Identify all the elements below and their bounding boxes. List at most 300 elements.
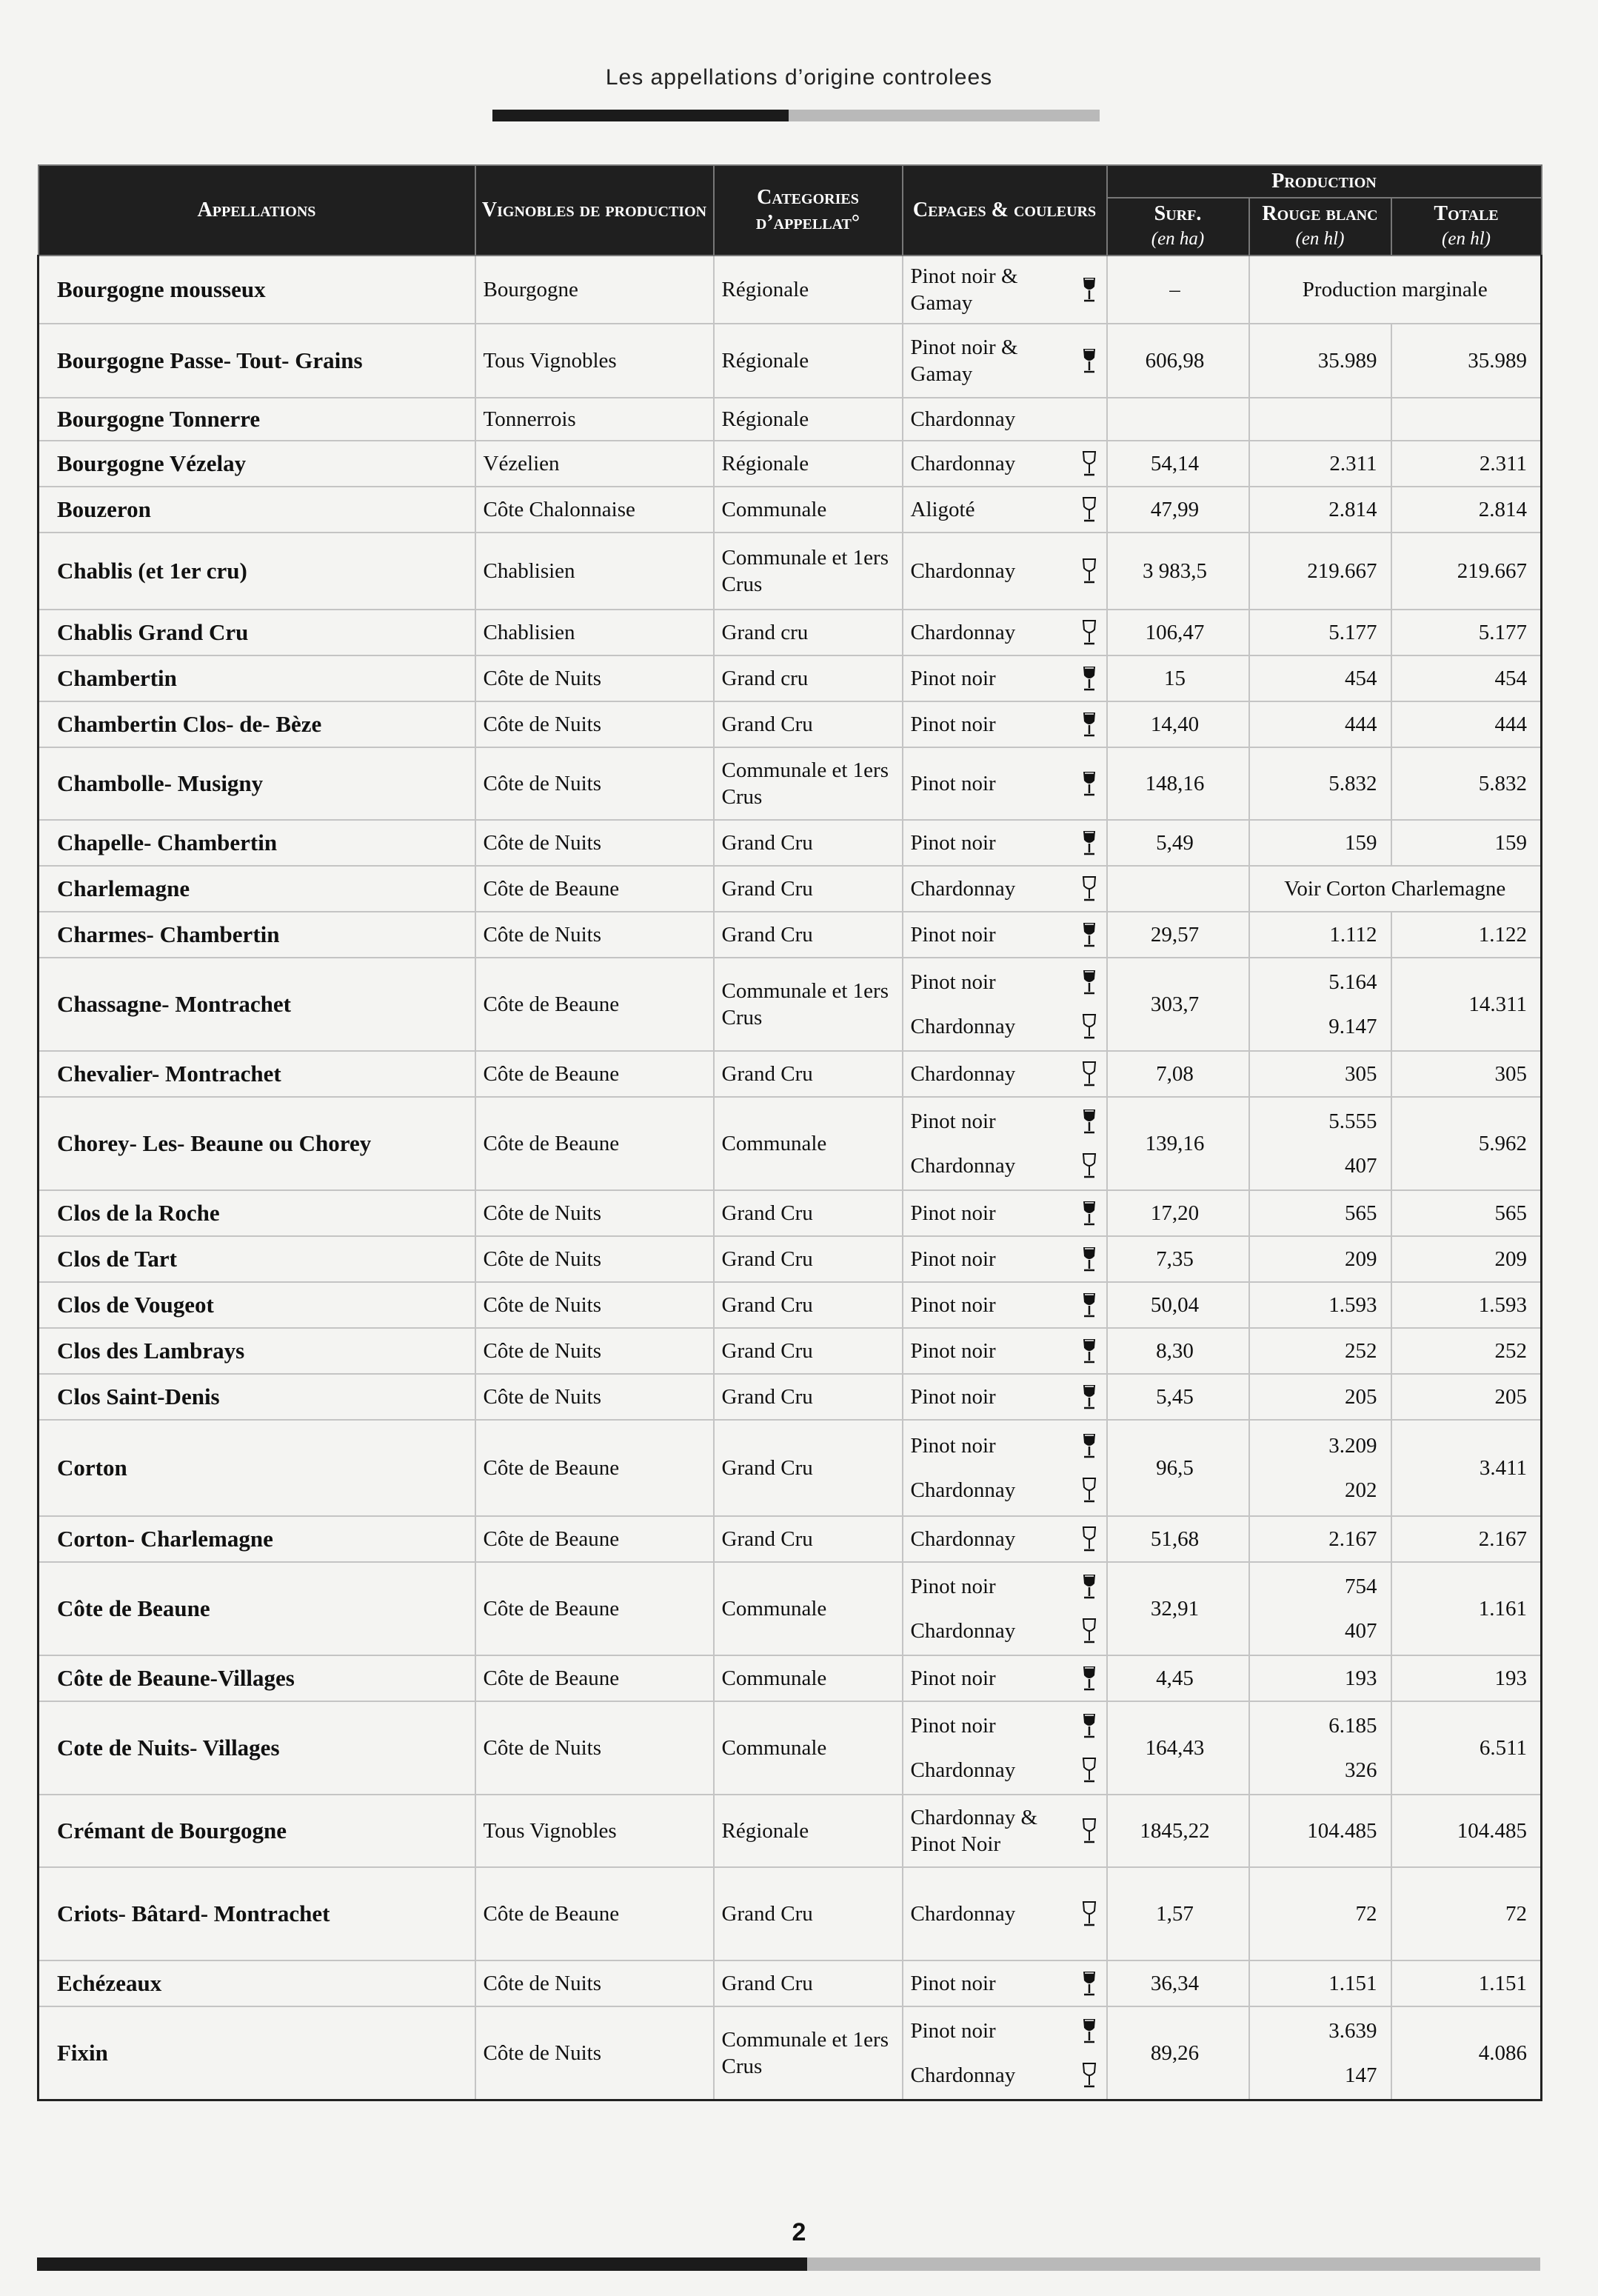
table-row — [39, 1867, 1542, 1960]
production-value: 565 — [1345, 1201, 1377, 1225]
cepage-label: Pinot noir — [910, 970, 996, 994]
production-value: 326 — [1345, 1758, 1377, 1782]
cepage-label: Pinot noir — [910, 1434, 996, 1458]
white-wine-glass-icon — [1080, 496, 1099, 523]
red-wine-glass-icon — [1080, 969, 1099, 995]
cepage-entry — [911, 1200, 1099, 1227]
appellation-name: Clos de Vougeot — [39, 1282, 475, 1328]
production-value: 35.989 — [1317, 349, 1377, 373]
cepage-entry — [911, 1004, 1099, 1049]
table-row — [39, 1960, 1542, 2006]
rouge-blanc-cell — [1249, 533, 1391, 610]
cepage-entry — [911, 1246, 1099, 1272]
cepage-entry — [911, 1468, 1099, 1512]
red-wine-glass-icon — [1080, 1665, 1099, 1692]
cepage-entry — [911, 496, 1099, 523]
appellation-name: Criots- Bâtard- Montrachet — [39, 1867, 475, 1960]
cepage-entry — [911, 665, 1099, 692]
surface-cell: 29,57 — [1107, 912, 1249, 958]
surface-cell: 47,99 — [1107, 487, 1249, 533]
surface-cell: 15 — [1107, 655, 1249, 701]
page-header-title: Les appellations d’origine controlees — [605, 65, 993, 90]
categorie-cell: Communale — [714, 1701, 903, 1795]
rouge-blanc-cell — [1249, 1795, 1391, 1867]
cepages-cell — [903, 1051, 1107, 1097]
footer-rule-dark — [37, 2257, 807, 2271]
header-vignobles: Vignobles de production — [475, 165, 714, 256]
categorie-cell: Grand Cru — [714, 912, 903, 958]
cepage-label: Pinot noir — [910, 713, 996, 736]
total-cell: 305 — [1391, 1051, 1542, 1097]
rouge-blanc-cell — [1249, 1960, 1391, 2006]
cepage-label: Pinot noir — [910, 1714, 996, 1738]
appellation-name: Corton — [39, 1420, 475, 1516]
total-cell: 2.814 — [1391, 487, 1542, 533]
cepage-entry — [911, 1144, 1099, 1188]
categorie-cell: Grand Cru — [714, 1516, 903, 1562]
surface-cell: 17,20 — [1107, 1190, 1249, 1236]
production-value: 407 — [1345, 1619, 1377, 1643]
cepage-entry — [911, 406, 1099, 433]
surface-cell: 303,7 — [1107, 958, 1249, 1051]
cepage-label: Chardonnay — [910, 559, 1016, 583]
appellation-name: Clos de la Roche — [39, 1190, 475, 1236]
vignoble-cell: Côte de Beaune — [475, 1420, 714, 1516]
cepage-entry — [911, 1609, 1099, 1653]
surface-cell: 96,5 — [1107, 1420, 1249, 1516]
header-rule-light — [789, 110, 1100, 121]
categorie-cell: Grand Cru — [714, 1051, 903, 1097]
vignoble-cell: Bourgogne — [475, 256, 714, 324]
production-value: 5.832 — [1328, 772, 1377, 795]
cepages-cell — [903, 1374, 1107, 1420]
appellation-name: Chorey- Les- Beaune ou Chorey — [39, 1097, 475, 1190]
appellation-name: Chablis (et 1er cru) — [39, 533, 475, 610]
total-cell: 1.151 — [1391, 1960, 1542, 2006]
cepages-cell — [903, 1516, 1107, 1562]
production-value: 1.593 — [1328, 1293, 1377, 1317]
red-wine-glass-icon — [1080, 1712, 1099, 1739]
appellation-name: Crémant de Bourgogne — [39, 1795, 475, 1867]
header-totale — [1391, 198, 1542, 256]
rouge-blanc-cell — [1249, 2006, 1391, 2100]
cepages-cell — [903, 1190, 1107, 1236]
cepages-cell — [903, 2006, 1107, 2100]
production-value: 754 — [1345, 1575, 1377, 1598]
production-value: 3.639 — [1328, 2018, 1377, 2043]
vignoble-cell: Côte de Beaune — [475, 1051, 714, 1097]
categorie-cell: Régionale — [714, 441, 903, 487]
rouge-blanc-cell — [1249, 487, 1391, 533]
surface-cell: 164,43 — [1107, 1701, 1249, 1795]
appellation-name: Chablis Grand Cru — [39, 610, 475, 655]
appellation-name: Bourgogne Passe- Tout- Grains — [39, 324, 475, 398]
cepage-label: Pinot noir — [910, 1575, 996, 1598]
surface-cell: 5,45 — [1107, 1374, 1249, 1420]
appellation-name: Clos Saint-Denis — [39, 1374, 475, 1420]
categorie-cell: Grand Cru — [714, 701, 903, 747]
total-cell: 2.311 — [1391, 441, 1542, 487]
total-cell: 1.593 — [1391, 1282, 1542, 1328]
rouge-blanc-cell — [1249, 655, 1391, 701]
header-rule-dark — [492, 110, 789, 121]
surface-cell: 606,98 — [1107, 324, 1249, 398]
cepages-cell — [903, 1282, 1107, 1328]
cepage-label: Chardonnay — [910, 452, 1016, 475]
rouge-blanc-cell — [1249, 1190, 1391, 1236]
categorie-cell: Grand Cru — [714, 1236, 903, 1282]
production-value: 2.167 — [1328, 1527, 1377, 1551]
cepage-label: Chardonnay — [910, 1619, 1016, 1643]
appellation-name: Bourgogne Tonnerre — [39, 398, 475, 441]
vignoble-cell: Côte Chalonnaise — [475, 487, 714, 533]
table-row — [39, 256, 1542, 324]
appellation-name: Chambolle- Musigny — [39, 747, 475, 820]
cepage-entry — [911, 1526, 1099, 1552]
red-wine-glass-icon — [1080, 770, 1099, 797]
appellation-name: Charlemagne — [39, 866, 475, 912]
surface-cell: 89,26 — [1107, 2006, 1249, 2100]
total-cell: 444 — [1391, 701, 1542, 747]
rouge-blanc-cell — [1249, 701, 1391, 747]
cepages-cell — [903, 866, 1107, 912]
appellation-name: Clos des Lambrays — [39, 1328, 475, 1374]
table-row — [39, 610, 1542, 655]
cepage-entry — [911, 830, 1099, 856]
surface-cell: 51,68 — [1107, 1516, 1249, 1562]
vignoble-cell: Côte de Beaune — [475, 866, 714, 912]
header-surf-label: Surf. — [1154, 202, 1202, 225]
appellation-name: Chapelle- Chambertin — [39, 820, 475, 866]
cepage-entry — [911, 1748, 1099, 1792]
categorie-cell: Grand Cru — [714, 1374, 903, 1420]
total-cell: 5.177 — [1391, 610, 1542, 655]
cepages-cell — [903, 1420, 1107, 1516]
red-wine-glass-icon — [1080, 1432, 1099, 1459]
vignoble-cell: Côte de Beaune — [475, 1655, 714, 1701]
white-wine-glass-icon — [1080, 1900, 1099, 1927]
vignoble-cell: Côte de Nuits — [475, 701, 714, 747]
vignoble-cell: Côte de Nuits — [475, 747, 714, 820]
cepage-label: Pinot noir & Gamay — [910, 264, 1018, 315]
cepage-label: Chardonnay — [910, 1154, 1016, 1178]
appellation-name: Fixin — [39, 2006, 475, 2100]
white-wine-glass-icon — [1080, 1061, 1099, 1087]
footer-rule-light — [807, 2257, 1540, 2271]
appellation-name: Charmes- Chambertin — [39, 912, 475, 958]
cepage-label: Pinot noir — [910, 1666, 996, 1690]
surface-cell: 148,16 — [1107, 747, 1249, 820]
page-number: 2 — [792, 2218, 806, 2246]
cepage-entry — [911, 1292, 1099, 1318]
production-value: 147 — [1345, 2063, 1377, 2087]
vignoble-cell: Côte de Beaune — [475, 1562, 714, 1655]
production-value: 305 — [1345, 1062, 1377, 1086]
rouge-blanc-cell — [1249, 610, 1391, 655]
rouge-blanc-cell — [1249, 1420, 1391, 1516]
total-cell: 4.086 — [1391, 2006, 1542, 2100]
cepage-label: Chardonnay — [910, 877, 1016, 901]
cepage-label: Chardonnay & Pinot Noir — [910, 1806, 1038, 1856]
cepage-entry — [911, 2009, 1099, 2053]
rouge-blanc-cell — [1249, 441, 1391, 487]
surface-cell: 36,34 — [1107, 1960, 1249, 2006]
cepage-entry — [911, 1804, 1099, 1858]
table-row — [39, 533, 1542, 610]
appellation-name: Bourgogne Vézelay — [39, 441, 475, 487]
cepage-label: Chardonnay — [910, 1478, 1016, 1502]
production-value: 1.151 — [1328, 1972, 1377, 1995]
cepages-cell — [903, 912, 1107, 958]
vignoble-cell: Tous Vignobles — [475, 1795, 714, 1867]
cepages-cell — [903, 441, 1107, 487]
cepages-cell — [903, 1867, 1107, 1960]
red-wine-glass-icon — [1080, 1384, 1099, 1410]
total-cell: 5.832 — [1391, 747, 1542, 820]
cepage-label: Pinot noir — [910, 831, 996, 855]
cepage-entry — [911, 619, 1099, 646]
cepages-cell — [903, 1960, 1107, 2006]
vignoble-cell: Côte de Beaune — [475, 1097, 714, 1190]
cepage-entry — [911, 558, 1099, 584]
header-surf-unit: (en ha) — [1151, 229, 1205, 249]
categorie-cell: Grand cru — [714, 610, 903, 655]
vignoble-cell: Côte de Beaune — [475, 1867, 714, 1960]
vignoble-cell: Côte de Nuits — [475, 1236, 714, 1282]
total-cell: 2.167 — [1391, 1516, 1542, 1562]
cepages-cell — [903, 1795, 1107, 1867]
total-cell: 5.962 — [1391, 1097, 1542, 1190]
table-row — [39, 1282, 1542, 1328]
total-cell: 159 — [1391, 820, 1542, 866]
table-row — [39, 1097, 1542, 1190]
cepages-cell — [903, 256, 1107, 324]
total-cell: 35.989 — [1391, 324, 1542, 398]
cepage-label: Pinot noir & Gamay — [910, 336, 1018, 386]
surface-cell — [1107, 398, 1249, 441]
cepages-cell — [903, 1097, 1107, 1190]
cepages-cell — [903, 1236, 1107, 1282]
categorie-cell: Grand Cru — [714, 1420, 903, 1516]
production-value: 159 — [1345, 831, 1377, 855]
appellation-name: Bourgogne mousseux — [39, 256, 475, 324]
production-value: 252 — [1345, 1339, 1377, 1363]
appellation-name: Chevalier- Montrachet — [39, 1051, 475, 1097]
cepage-label: Chardonnay — [910, 2063, 1016, 2087]
table-row — [39, 398, 1542, 441]
cepages-cell — [903, 1562, 1107, 1655]
red-wine-glass-icon — [1080, 830, 1099, 856]
table-row — [39, 1516, 1542, 1562]
surface-cell: 7,35 — [1107, 1236, 1249, 1282]
white-wine-glass-icon — [1080, 450, 1099, 477]
cepages-cell — [903, 1655, 1107, 1701]
red-wine-glass-icon — [1080, 1108, 1099, 1135]
vignoble-cell: Côte de Nuits — [475, 1190, 714, 1236]
white-wine-glass-icon — [1080, 1526, 1099, 1552]
total-cell: 14.311 — [1391, 958, 1542, 1051]
production-note: Production marginale — [1249, 256, 1542, 324]
cepage-entry — [911, 875, 1099, 902]
categorie-cell: Communale et 1ers Crus — [714, 2006, 903, 2100]
production-value: 209 — [1345, 1247, 1377, 1271]
categorie-cell: Communale — [714, 487, 903, 533]
appellation-name: Chassagne- Montrachet — [39, 958, 475, 1051]
table-row — [39, 1795, 1542, 1867]
appellation-name: Clos de Tart — [39, 1236, 475, 1282]
cepage-entry — [911, 263, 1099, 316]
white-wine-glass-icon — [1080, 619, 1099, 646]
surface-cell: 3 983,5 — [1107, 533, 1249, 610]
table-row — [39, 487, 1542, 533]
rouge-blanc-cell — [1249, 1328, 1391, 1374]
production-value: 9.147 — [1328, 1015, 1377, 1038]
total-cell: 193 — [1391, 1655, 1542, 1701]
table-row — [39, 1420, 1542, 1516]
cepage-label: Chardonnay — [910, 1527, 1016, 1551]
cepage-entry — [911, 1564, 1099, 1609]
cepage-label: Pinot noir — [910, 2018, 996, 2043]
header-categories: Categories d’appellat° — [714, 165, 903, 256]
categorie-cell: Grand Cru — [714, 866, 903, 912]
vignoble-cell: Vézelien — [475, 441, 714, 487]
production-value: 444 — [1345, 713, 1377, 736]
table-row — [39, 1562, 1542, 1655]
appellation-name: Chambertin — [39, 655, 475, 701]
total-cell: 219.667 — [1391, 533, 1542, 610]
categorie-cell: Grand Cru — [714, 1328, 903, 1374]
vignoble-cell: Côte de Nuits — [475, 655, 714, 701]
table-row — [39, 958, 1542, 1051]
vignoble-cell: Côte de Nuits — [475, 1701, 714, 1795]
production-value: 202 — [1345, 1478, 1377, 1502]
rouge-blanc-cell — [1249, 1374, 1391, 1420]
production-value: 5.555 — [1328, 1109, 1377, 1133]
surface-cell — [1107, 866, 1249, 912]
production-value: 72 — [1355, 1902, 1377, 1926]
table-row — [39, 1190, 1542, 1236]
cepages-cell — [903, 324, 1107, 398]
red-wine-glass-icon — [1080, 276, 1099, 303]
production-value: 407 — [1345, 1154, 1377, 1178]
rouge-blanc-cell — [1249, 1516, 1391, 1562]
cepage-label: Pinot noir — [910, 772, 996, 795]
total-cell: 104.485 — [1391, 1795, 1542, 1867]
table-row — [39, 866, 1542, 912]
vignoble-cell: Côte de Nuits — [475, 1282, 714, 1328]
cepage-entry — [911, 1061, 1099, 1087]
table-row — [39, 701, 1542, 747]
white-wine-glass-icon — [1080, 1477, 1099, 1504]
categorie-cell: Régionale — [714, 256, 903, 324]
total-cell: 205 — [1391, 1374, 1542, 1420]
red-wine-glass-icon — [1080, 1200, 1099, 1227]
categorie-cell: Grand Cru — [714, 1190, 903, 1236]
vignoble-cell: Tous Vignobles — [475, 324, 714, 398]
red-wine-glass-icon — [1080, 665, 1099, 692]
table-row — [39, 1236, 1542, 1282]
cepage-label: Pinot noir — [910, 1201, 996, 1225]
table-row — [39, 912, 1542, 958]
surface-cell: 139,16 — [1107, 1097, 1249, 1190]
categorie-cell: Grand cru — [714, 655, 903, 701]
cepages-cell — [903, 398, 1107, 441]
cepage-entry — [911, 1099, 1099, 1144]
white-wine-glass-icon — [1080, 875, 1099, 902]
table-row — [39, 2006, 1542, 2100]
cepages-cell — [903, 958, 1107, 1051]
table-row — [39, 655, 1542, 701]
cepages-cell — [903, 820, 1107, 866]
categorie-cell: Régionale — [714, 324, 903, 398]
cepage-entry — [911, 450, 1099, 477]
surface-cell: – — [1107, 256, 1249, 324]
rouge-blanc-cell — [1249, 1097, 1391, 1190]
categorie-cell: Communale — [714, 1562, 903, 1655]
surface-cell: 4,45 — [1107, 1655, 1249, 1701]
red-wine-glass-icon — [1080, 2018, 1099, 2044]
cepages-cell — [903, 701, 1107, 747]
categorie-cell: Régionale — [714, 398, 903, 441]
surface-cell: 54,14 — [1107, 441, 1249, 487]
total-cell: 565 — [1391, 1190, 1542, 1236]
appellation-name: Côte de Beaune — [39, 1562, 475, 1655]
white-wine-glass-icon — [1080, 558, 1099, 584]
total-cell: 6.511 — [1391, 1701, 1542, 1795]
cepage-label: Pinot noir — [910, 1109, 996, 1133]
white-wine-glass-icon — [1080, 1757, 1099, 1783]
total-cell — [1391, 398, 1542, 441]
header-production: Production — [1107, 165, 1542, 198]
categorie-cell: Grand Cru — [714, 1867, 903, 1960]
white-wine-glass-icon — [1080, 1618, 1099, 1644]
vignoble-cell: Côte de Nuits — [475, 820, 714, 866]
production-value: 104.485 — [1307, 1819, 1377, 1843]
red-wine-glass-icon — [1080, 1970, 1099, 1997]
white-wine-glass-icon — [1080, 1818, 1099, 1844]
cepage-label: Chardonnay — [910, 1758, 1016, 1782]
rouge-blanc-cell — [1249, 398, 1391, 441]
red-wine-glass-icon — [1080, 1338, 1099, 1364]
cepage-entry — [911, 921, 1099, 948]
production-value: 2.311 — [1329, 452, 1377, 475]
cepage-label: Pinot noir — [910, 1385, 996, 1409]
production-value: 2.814 — [1328, 498, 1377, 521]
total-cell: 3.411 — [1391, 1420, 1542, 1516]
table-row — [39, 1374, 1542, 1420]
header-cepages: Cepages & couleurs — [903, 165, 1107, 256]
appellation-name: Chambertin Clos- de- Bèze — [39, 701, 475, 747]
categorie-cell: Communale — [714, 1097, 903, 1190]
cepage-label: Pinot noir — [910, 1293, 996, 1317]
rouge-blanc-cell — [1249, 1236, 1391, 1282]
table-row — [39, 441, 1542, 487]
surface-cell: 8,30 — [1107, 1328, 1249, 1374]
cepage-entry — [911, 1970, 1099, 1997]
appellation-name: Corton- Charlemagne — [39, 1516, 475, 1562]
categorie-cell: Grand Cru — [714, 1282, 903, 1328]
production-value: 3.209 — [1328, 1434, 1377, 1458]
cepages-cell — [903, 487, 1107, 533]
categorie-cell: Grand Cru — [714, 1960, 903, 2006]
header-totale-label: Totale — [1434, 202, 1499, 225]
red-wine-glass-icon — [1080, 347, 1099, 374]
vignoble-cell: Tonnerrois — [475, 398, 714, 441]
rouge-blanc-cell — [1249, 1701, 1391, 1795]
rouge-blanc-cell — [1249, 747, 1391, 820]
cepages-cell — [903, 533, 1107, 610]
cepage-entry — [911, 1384, 1099, 1410]
